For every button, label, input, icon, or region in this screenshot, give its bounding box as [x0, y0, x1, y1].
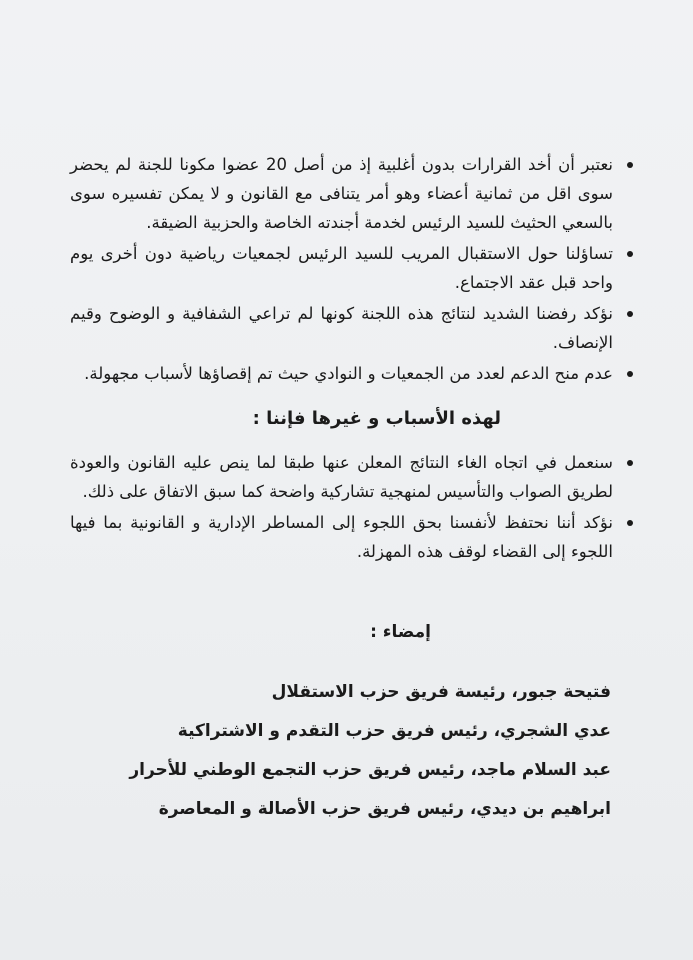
signatory-line: عدي الشجري، رئيس فريق حزب التقدم و الاشتراكية: [177, 721, 611, 741]
list-item: [70, 239, 631, 297]
list-item: [70, 150, 631, 237]
bullet-icon: [627, 371, 633, 377]
actions-list: [70, 448, 631, 566]
list-item: [70, 448, 631, 506]
grievances-list: [70, 150, 631, 388]
signatory-line: فتيحة جبور، رئيسة فريق حزب الاستقلال: [271, 682, 611, 702]
list-item-text: نؤكد رفضنا الشديد لنتائج هذه اللجنة كونها لم تراعي الشفافية و الوضوح وقيم الإنصاف.: [70, 304, 613, 352]
signatory-line: ابراهيم بن ديدي، رئيس فريق حزب الأصالة و المعاصرة: [158, 799, 611, 819]
list-item: [70, 508, 631, 566]
list-item: [70, 359, 631, 388]
bullet-icon: [627, 311, 633, 317]
signature-label: إمضاء :: [370, 622, 431, 642]
bullet-icon: [627, 251, 633, 257]
list-item-text: تساؤلنا حول الاستقبال المريب للسيد الرئيس لجمعيات رياضية دون أخرى يوم واحد قبل عقد الاجتماع.: [70, 244, 613, 292]
list-item-text: نؤكد أننا نحتفظ لأنفسنا بحق اللجوء إلى المساطر الإدارية و القانونية بما فيها اللجوء إلى القضاء لوقف هذه المهزلة.: [70, 513, 613, 561]
list-item-text: نعتبر أن أخد القرارات بدون أغلبية إذ من أصل 20 عضوا مكونا للجنة لم يحضر سوى اقل من ثمانية أعضاء وهو أمر يتنافى مع القانون و لا يمكن تفسيره سوى بالسعي الحثيث للسيد الرئيس لخدمة أجندته الخاصة والحزبية الضيقة.: [70, 155, 614, 232]
bullet-icon: [627, 520, 633, 526]
signatory-line: عبد السلام ماجد، رئيس فريق حزب التجمع الوطني للأحرار: [129, 760, 611, 780]
signatories-list: [70, 674, 631, 827]
list-item-text: عدم منح الدعم لعدد من الجمعيات و النوادي حيث تم إقصاؤها لأسباب مجهولة.: [84, 364, 613, 383]
document-body: [70, 150, 631, 830]
list-item: [70, 299, 631, 357]
bullet-icon: [627, 162, 633, 168]
bullet-icon: [627, 460, 633, 466]
list-item-text: سنعمل في اتجاه الغاء النتائج المعلن عنها طبقا لما ينص عليه القانون والعودة لطريق الصواب والتأسيس لمنهجية تشاركية واضحة كما سبق الاتفاق على ذلك.: [70, 453, 613, 501]
section-heading: لهذه الأسباب و غيرها فإننا :: [252, 408, 501, 429]
